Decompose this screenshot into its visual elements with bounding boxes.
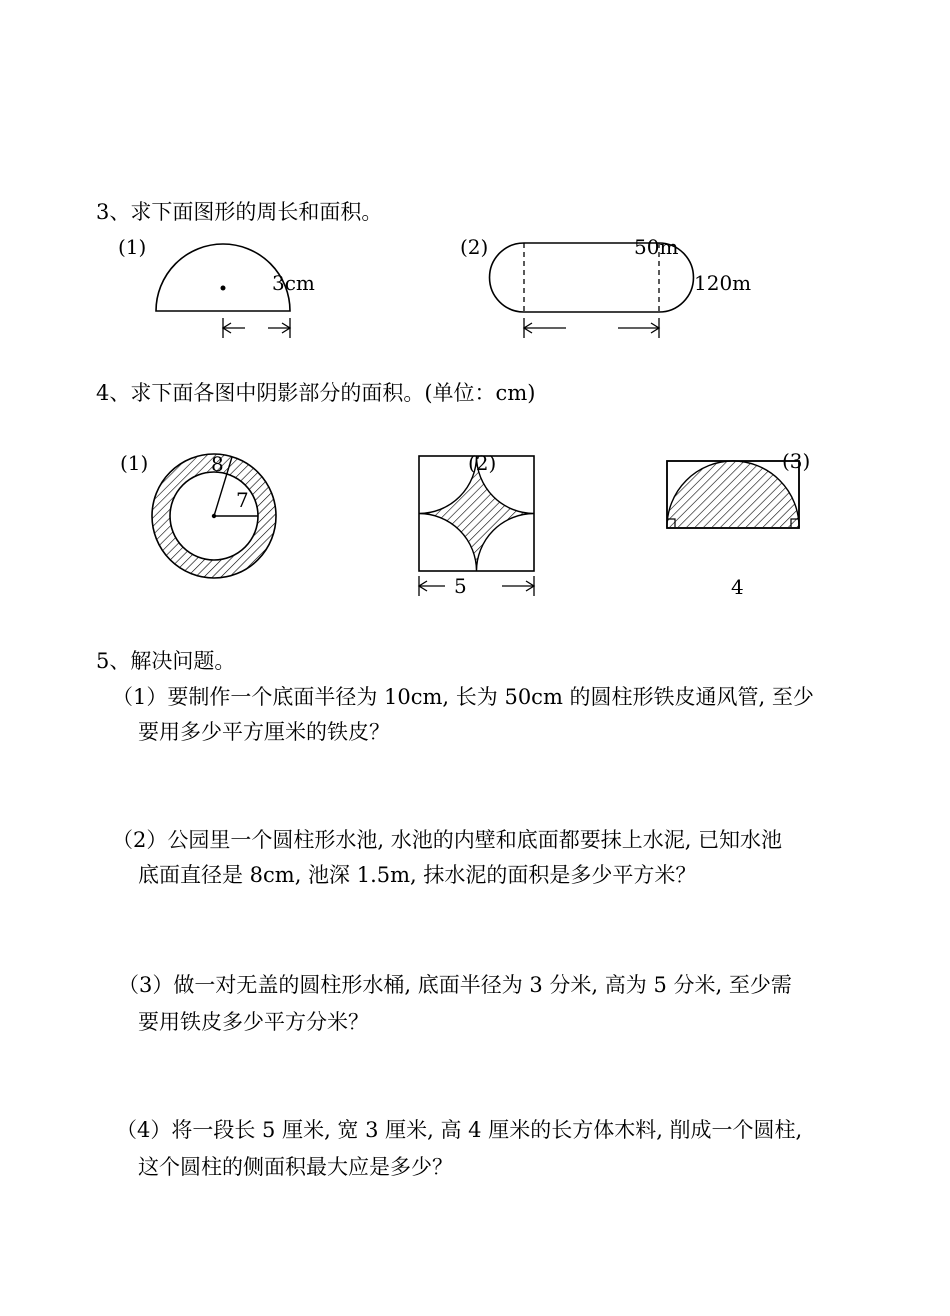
q4-fig3-width-label: 4 (731, 575, 744, 599)
q4-square-figure (419, 451, 534, 598)
q3-fig2-label: (2) (460, 235, 489, 259)
semicircle-shape (156, 244, 290, 311)
q4-ring-figure (120, 451, 276, 578)
center-dot (221, 286, 226, 291)
q4-rectangle-figure (667, 449, 810, 599)
problem-1-line-2: 要用多少平方厘米的铁皮？ (138, 720, 390, 744)
problem-2-line-2: 底面直径是 8cm, 池深 1.5m, 抹水泥的面积是多少平方米？ (138, 863, 697, 887)
problem-1-line-1: （1）要制作一个底面半径为 10cm, 长为 50cm 的圆柱形铁皮通风管, 至少 (112, 685, 814, 709)
q5-heading: 5、解决问题。 (96, 649, 236, 673)
q3-fig1-label: (1) (118, 235, 147, 259)
q4-fig2-label: (2) (468, 451, 497, 475)
q3-stadium-figure (460, 235, 751, 338)
q3-fig1-radius-label: 3cm (272, 271, 315, 295)
q3-fig2-right-label: 120m (694, 271, 752, 295)
q4-fig2-side-label: 5 (454, 574, 467, 598)
q4-fig3-label: (3) (782, 449, 811, 473)
problem-2-line-1: （2）公园里一个圆柱形水池, 水池的内壁和底面都要抹上水泥, 已知水池 (112, 828, 783, 852)
q3-heading: 3、求下面图形的周长和面积。 (96, 200, 383, 224)
q3-fig2-top-label: 50m (634, 235, 679, 259)
q4-heading: 4、求下面各图中阴影部分的面积。(单位：cm) (96, 381, 536, 405)
side-dimension-arrow (419, 576, 534, 596)
length-dimension-arrow (524, 318, 659, 338)
problem-4-line-2: 这个圆柱的侧面积最大应是多少？ (138, 1155, 453, 1179)
problem-3-line-2: 要用铁皮多少平方分米？ (138, 1010, 369, 1034)
q4-fig1-label: (1) (120, 451, 149, 475)
q3-semicircle-figure (118, 235, 315, 338)
problem-3-line-1: （3）做一对无盖的圆柱形水桶, 底面半径为 3 分米, 高为 5 分米, 至少需 (118, 973, 792, 997)
radius-dimension-arrow (223, 318, 290, 338)
q4-fig1-outer-label: 8 (211, 452, 224, 476)
q4-fig1-inner-label: 7 (236, 488, 249, 512)
problem-4-line-1: （4）将一段长 5 厘米, 宽 3 厘米, 高 4 厘米的长方体木料, 削成一个圆柱, (116, 1118, 803, 1142)
